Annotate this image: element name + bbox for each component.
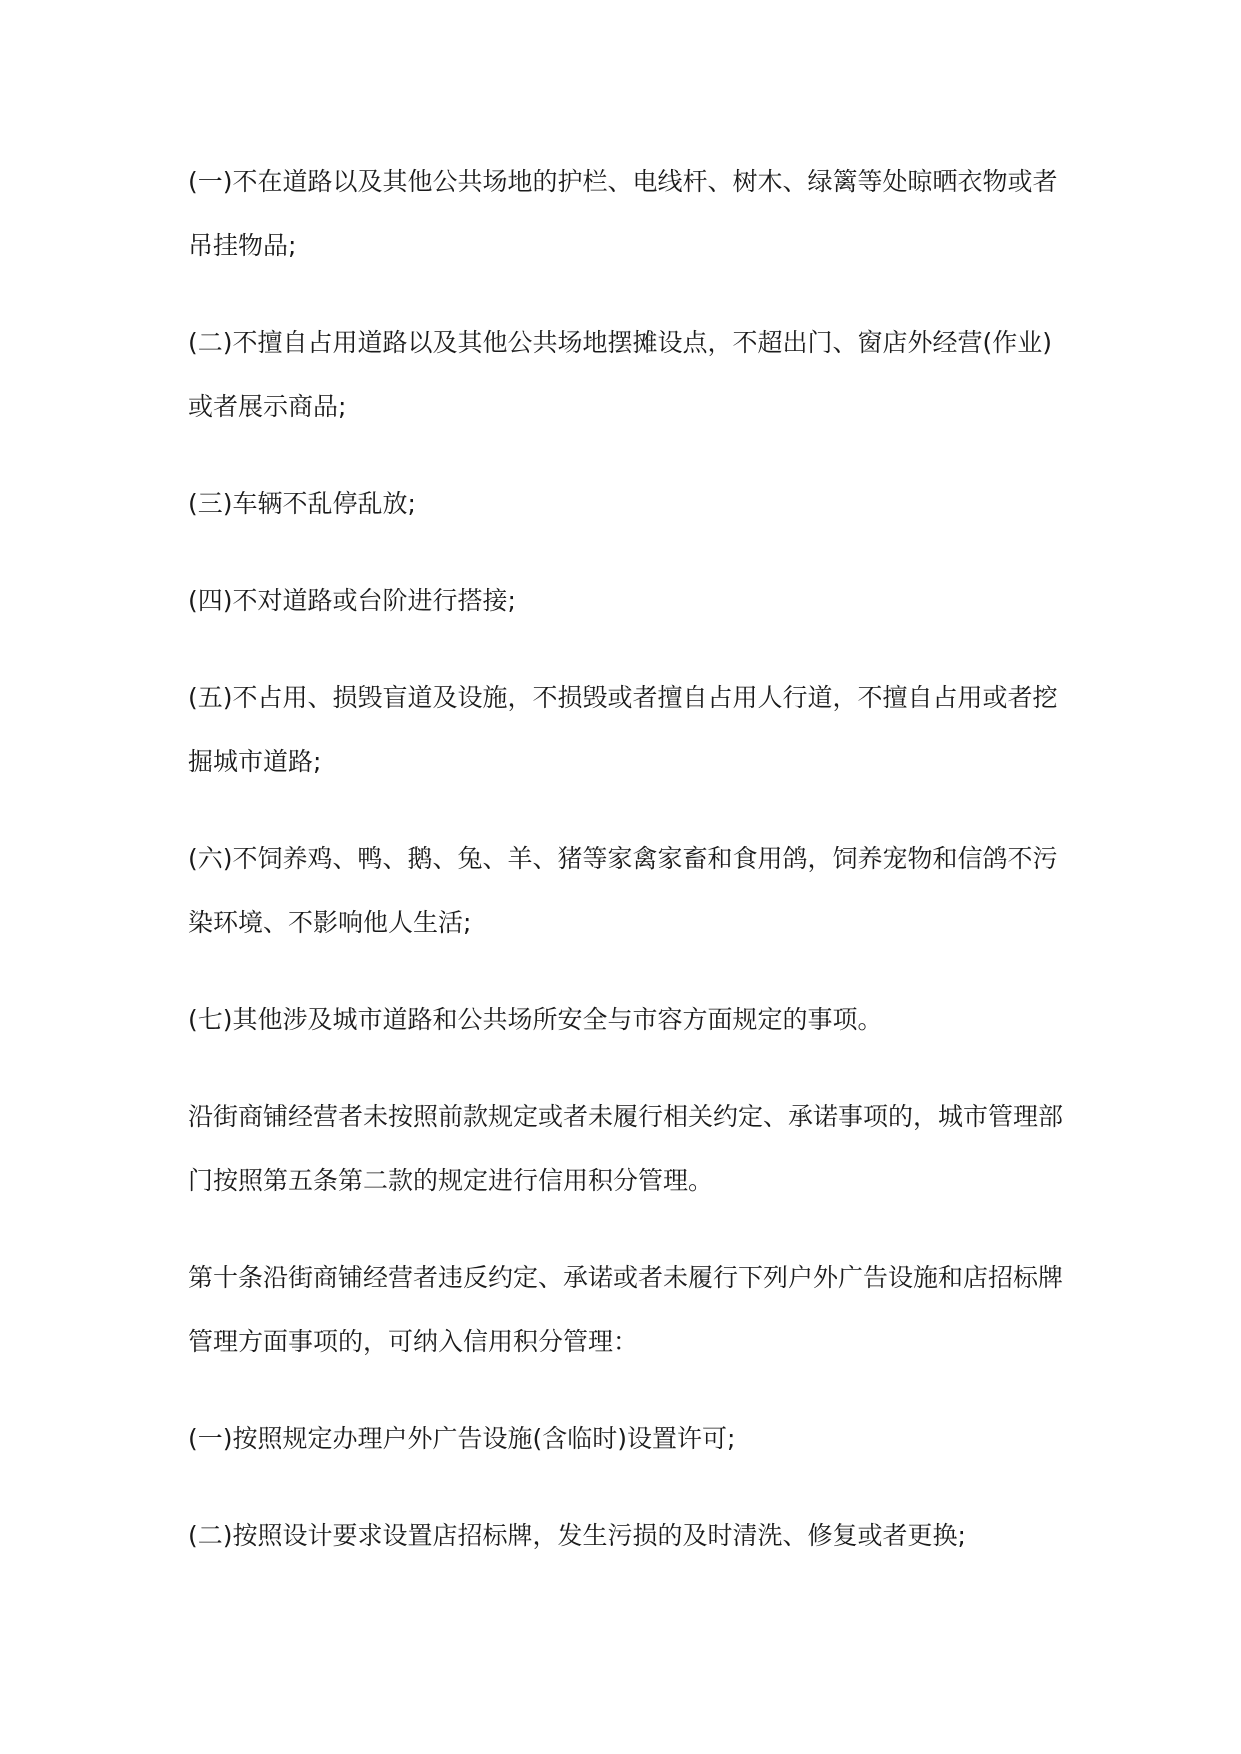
- paragraph-article-10: 第十条沿街商铺经营者违反约定、承诺或者未履行下列户外广告设施和店招标牌管理方面事项的，可纳入信用积分管理：: [188, 1263, 1064, 1356]
- paragraph-clause-1-4: (四)不对道路或台阶进行搭接;: [188, 586, 516, 615]
- paragraph-clause-2-2: (二)按照设计要求设置店招标牌，发生污损的及时清洗、修复或者更换;: [188, 1521, 966, 1550]
- paragraph-enforcement: 沿街商铺经营者未按照前款规定或者未履行相关约定、承诺事项的，城市管理部门按照第五条第二款的规定进行信用积分管理。: [188, 1102, 1064, 1195]
- paragraph-clause-2-1: (一)按照规定办理户外广告设施(含临时)设置许可;: [188, 1424, 736, 1453]
- paragraph-clause-1-1: (一)不在道路以及其他公共场地的护栏、电线杆、树木、绿篱等处晾晒衣物或者吊挂物品;: [188, 167, 1058, 260]
- paragraph-clause-1-7: (七)其他涉及城市道路和公共场所安全与市容方面规定的事项。: [188, 1005, 883, 1034]
- paragraph-clause-1-6: (六)不饲养鸡、鸭、鹅、兔、羊、猪等家禽家畜和食用鸽，饲养宠物和信鸽不污染环境、不影响他人生活;: [188, 844, 1058, 937]
- paragraph-clause-1-3: (三)车辆不乱停乱放;: [188, 489, 416, 518]
- paragraph-clause-1-5: (五)不占用、损毁盲道及设施，不损毁或者擅自占用人行道，不擅自占用或者挖掘城市道路;: [188, 683, 1058, 776]
- paragraph-clause-1-2: (二)不擅自占用道路以及其他公共场地摆摊设点，不超出门、窗店外经营(作业)或者展示商品;: [188, 328, 1053, 421]
- document-body: [188, 150, 1068, 1601]
